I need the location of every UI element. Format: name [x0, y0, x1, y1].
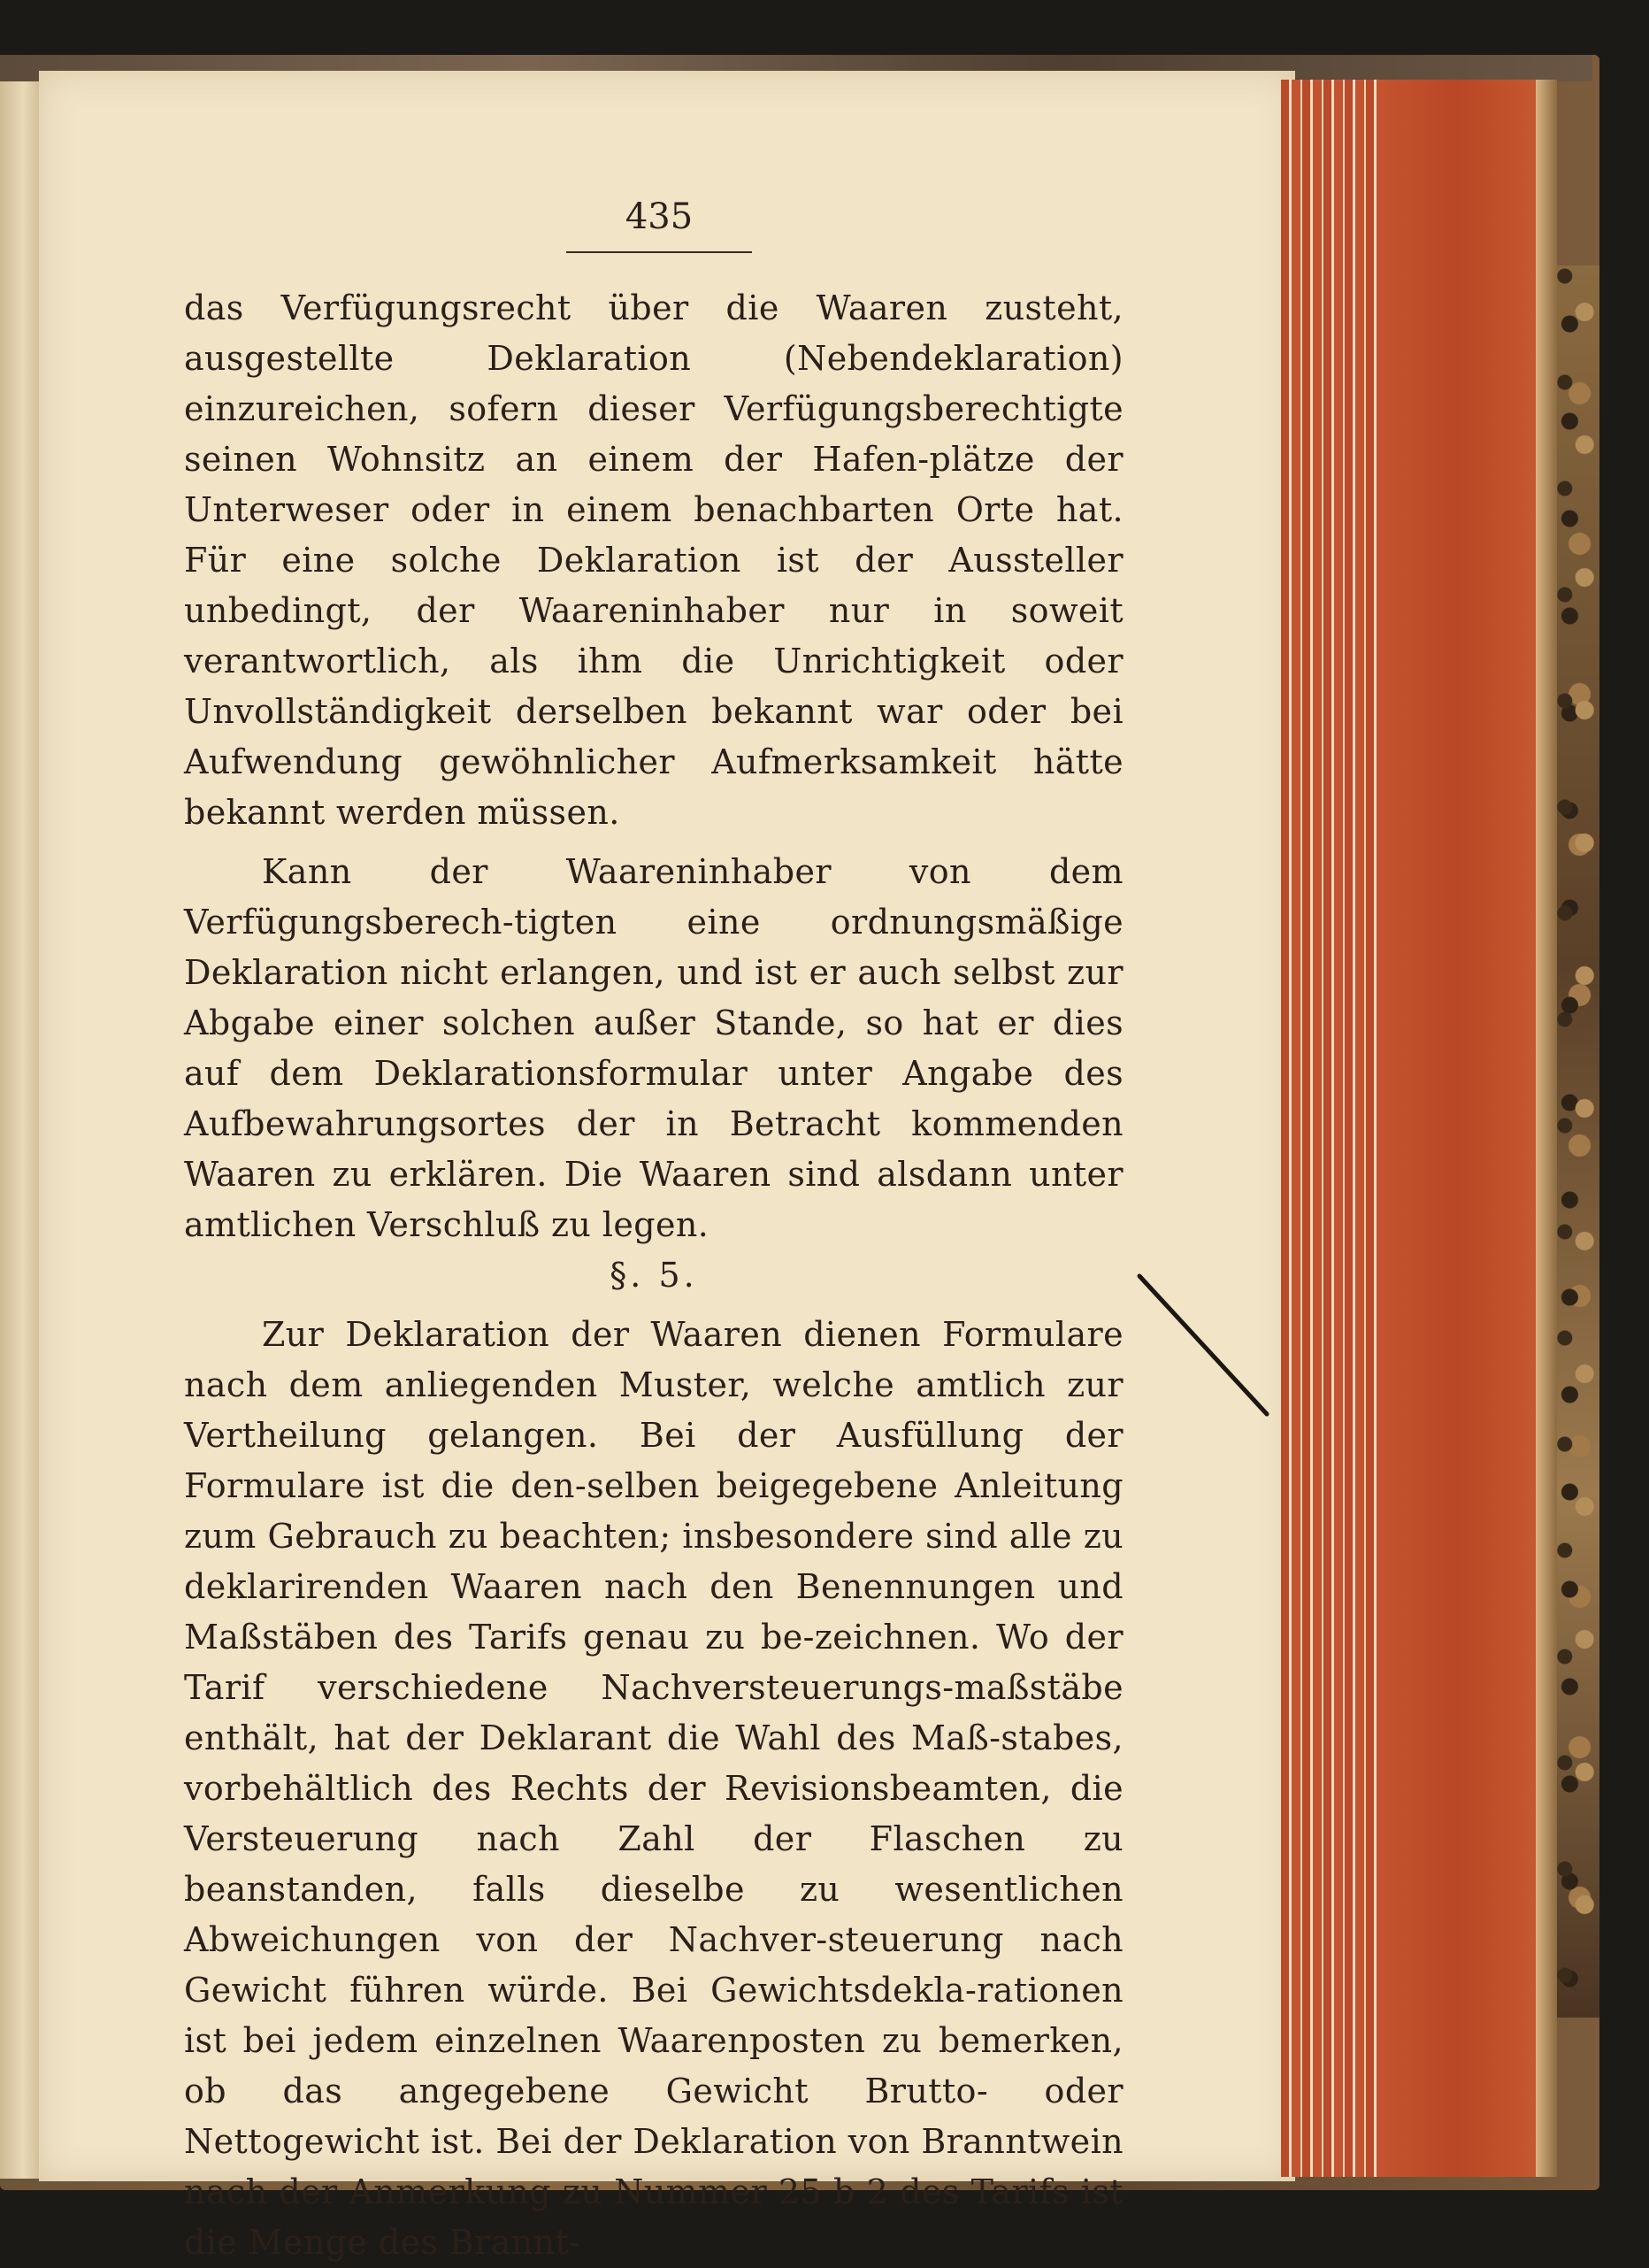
- section-heading: §. 5.: [610, 1256, 698, 1295]
- book-spine: [1536, 80, 1557, 2177]
- page-number-rule: [566, 251, 752, 253]
- paragraph-1: das Verfügungsrecht über die Waaren zusteht, ausgestellte Deklaration (Nebendeklaration) einzureichen, sofern dieser Verfügungsberechtigte seinen Wohnsitz an einem der Hafen-plätze der Unterweser oder in einem benachbarten Orte hat. Für eine solche Deklaration ist der Aussteller unbedingt, der Waareninhaber nur in soweit verantwortlich, als ihm die Unrichtigkeit oder Unvollständigkeit derselben bekannt war oder bei Aufwendung gewöhnlicher Aufmerksamkeit hätte bekannt werden müssen.: [184, 288, 1124, 832]
- page-number: 435: [625, 196, 694, 237]
- margin-pointer-mark: [1134, 1271, 1329, 1430]
- page-text: [184, 283, 1124, 2268]
- page-edges-block: [1380, 80, 1541, 2177]
- paragraph-2: Kann der Waareninhaber von dem Verfügungsberech-tigten eine ordnungsmäßige Deklaration nicht erlangen, und ist er auch selbst zur Abgabe einer solchen außer Stande, so hat er dies auf dem Deklarationsformular unter Angabe des Aufbewahrungsortes der in Betracht kommenden Waaren zu erklären. Die Waaren sind alsdann unter amtlichen Verschluß zu legen.: [184, 852, 1124, 1244]
- marbled-board: [1550, 265, 1599, 2018]
- previous-page-edge: [0, 81, 39, 2179]
- section-paragraph: Zur Deklaration der Waaren dienen Formulare nach dem anliegenden Muster, welche amtlich zur Vertheilung gelangen. Bei der Ausfüllung der Formulare ist die den-selben beigegebene Anleitung zum Gebrauch zu beachten; insbesondere sind alle zu deklarirenden Waaren nach den Benennungen und Maßstäben des Tarifs genau zu be-zeichnen. Wo der Tarif verschiedene Nachversteuerungs-maßstäbe enthält, hat der Deklarant die Wahl des Maß-stabes, vorbehältlich des Rechts der Revisionsbeamten, die Versteuerung nach Zahl der Flaschen zu beanstanden, falls dieselbe zu wesentlichen Abweichungen von der Nachver-steuerung nach Gewicht führen würde. Bei Gewichtsdekla-rationen ist bei jedem einzelnen Waarenposten zu bemerken, ob das angegebene Gewicht Brutto- oder Nettogewicht ist. Bei der Deklaration von Branntwein nach der Anmerkung zu Nummer 25 b 2 des Tarifs ist die Menge des Brannt-: [184, 1315, 1124, 2262]
